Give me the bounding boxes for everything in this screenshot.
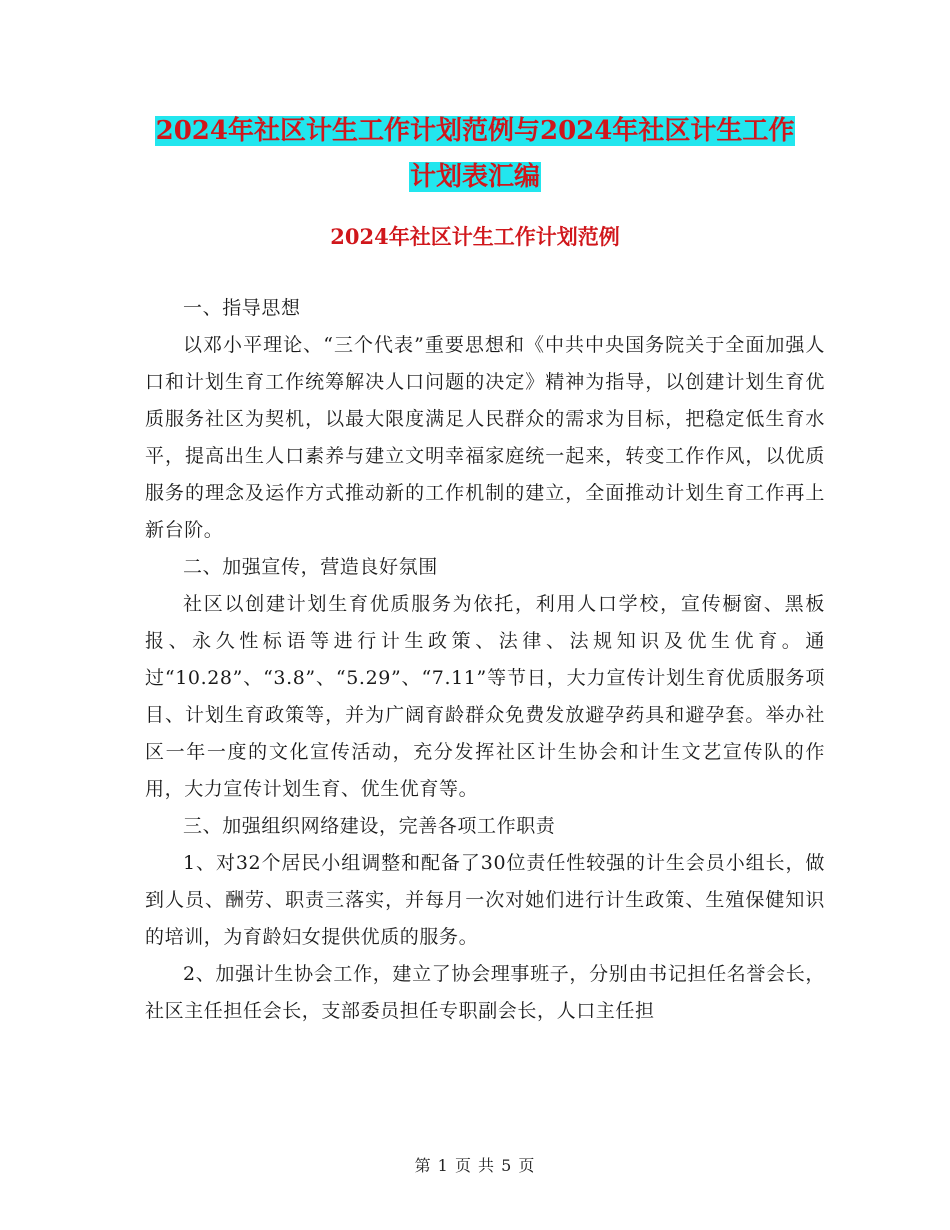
paragraph-item-1: 1、对32个居民小组调整和配备了30位责任性较强的计生会员小组长，做到人员、酬劳、职责三落实，并每月一次对她们进行计生政策、生殖保健知识的培训，为育龄妇女提供优质的服务。 xyxy=(145,852,825,948)
document-body xyxy=(145,290,825,1030)
document-title-line2: 计划表汇编 xyxy=(409,162,540,192)
heading-guiding-ideology: 一、指导思想 xyxy=(183,297,301,319)
document-title-line1: 2024年社区计生工作计划范例与2024年社区计生工作 xyxy=(155,116,795,146)
heading-organization: 三、加强组织网络建设，完善各项工作职责 xyxy=(183,815,556,837)
paragraph-guiding-ideology: 以邓小平理论、“三个代表”重要思想和《中共中央国务院关于全面加强人口和计划生育工作统筹解决人口问题的决定》精神为指导，以创建计划生育优质服务社区为契机，以最大限度满足人民群众的需求为目标，把稳定低生育水平，提高出生人口素养与建立文明幸福家庭统一起来，转变工作作风，以优质服务的理念及运作方式推动新的工作机制的建立，全面推动计划生育工作再上新台阶。 xyxy=(145,334,825,541)
page-footer: 第 1 页 共 5 页 xyxy=(414,1156,536,1175)
paragraph-item-2: 2、加强计生协会工作，建立了协会理事班子，分别由书记担任名誉会长，社区主任担任会长，支部委员担任专职副会长，人口主任担 xyxy=(145,963,825,1022)
paragraph-publicity: 社区以创建计划生育优质服务为依托，利用人口学校，宣传橱窗、黑板报、永久性标语等进行计生政策、法律、法规知识及优生优育。通过“10.28”、“3.8”、“5.29”、“7.11”等节日，大力宣传计划生育优质服务项目、计划生育政策等，并为广阔育龄群众免费发放避孕药具和避孕套。举办社区一年一度的文化宣传活动，充分发挥社区计生协会和计生文艺宣传队的作用，大力宣传计划生育、优生优育等。 xyxy=(145,593,825,800)
document-title xyxy=(0,108,950,200)
heading-publicity: 二、加强宣传，营造良好氛围 xyxy=(183,556,438,578)
section-title: 2024年社区计生工作计划范例 xyxy=(330,224,620,249)
